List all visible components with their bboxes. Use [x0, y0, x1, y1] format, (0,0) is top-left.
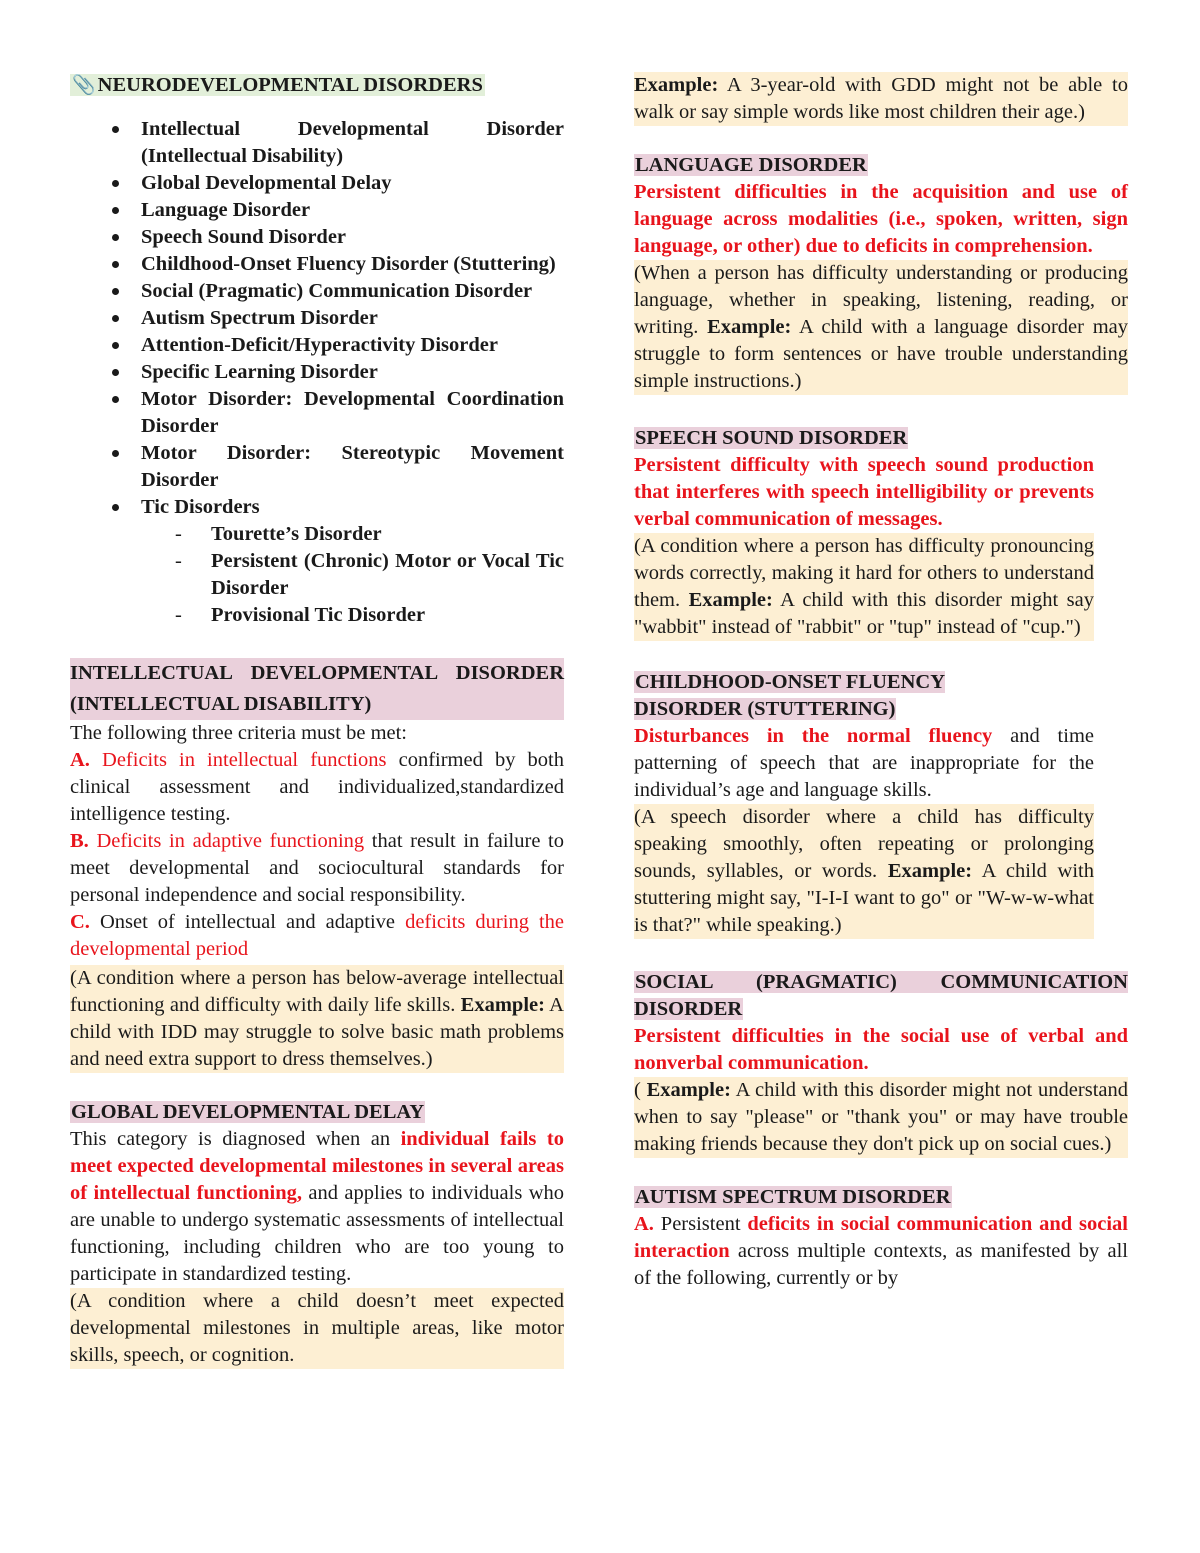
left-column: [70, 70, 564, 1369]
list-item: Intellectual Developmental Disorder (Intellectual Disability): [70, 116, 564, 170]
list-item: Autism Spectrum Disorder: [70, 305, 564, 332]
list-item: Tic Disorders: [70, 494, 564, 521]
autism-criterion-a: A. Persistent deficits in social communication and social interaction across multiple contexts, as manifested by all of the following, currently or by: [634, 1213, 1128, 1289]
idd-criterion-c: C. Onset of intellectual and adaptive deficits during the developmental period: [70, 911, 565, 960]
list-item: Attention-Deficit/Hyperactivity Disorder: [70, 332, 564, 359]
list-item: Childhood-Onset Fluency Disorder (Stuttering): [70, 251, 564, 278]
gdd-section: [70, 1099, 564, 1369]
right-column: [634, 72, 1128, 1292]
social-heading: SOCIAL (PRAGMATIC) COMMUNICATION DISORDER: [634, 971, 1128, 1020]
social-section: [634, 969, 1128, 1158]
social-criteria: Persistent difficulties in the social use of verbal and nonverbal communication.: [634, 1025, 1128, 1074]
sub-list-item: - Tourette’s Disorder: [70, 521, 564, 548]
gdd-note-continued: Example: A 3-year-old with GDD might not be able to walk or say simple words like most children their age.): [634, 72, 1128, 126]
gdd-note-start: (A condition where a child doesn’t meet expected developmental milestones in multiple areas, like motor skills, speech, or cognition.: [70, 1288, 564, 1369]
tic-subtype-list: [70, 521, 564, 629]
idd-heading: INTELLECTUAL DEVELOPMENTAL DISORDER (INTELLECTUAL DISABILITY): [70, 658, 564, 720]
paperclip-icon: 📎: [72, 75, 96, 96]
idd-note: (A condition where a person has below-average intellectual functioning and difficulty with daily life skills. Example: A child with IDD may struggle to solve basic math problems and need extra support to dress themselves.): [70, 965, 564, 1073]
sub-list-item: - Persistent (Chronic) Motor or Vocal Tic Disorder: [70, 548, 564, 602]
fluency-criteria: Disturbances in the normal fluency and time patterning of speech that are inappropriate for the individual’s age and language skills.: [634, 725, 1094, 801]
autism-heading: AUTISM SPECTRUM DISORDER: [635, 1186, 951, 1208]
idd-criterion-b: B. Deficits in adaptive functioning that result in failure to meet developmental and sociocultural standards for personal independence and social responsibility.: [70, 830, 565, 906]
fluency-heading: CHILDHOOD-ONSET FLUENCY DISORDER (STUTTERING): [634, 671, 946, 720]
language-section: [634, 152, 1128, 395]
autism-section: [634, 1184, 1128, 1292]
idd-section: [70, 658, 564, 1073]
list-item: Language Disorder: [70, 197, 564, 224]
list-item: Social (Pragmatic) Communication Disorder: [70, 278, 564, 305]
list-item: Motor Disorder: Developmental Coordination Disorder: [70, 386, 564, 440]
gdd-heading: GLOBAL DEVELOPMENTAL DELAY: [71, 1101, 425, 1123]
main-title-line: [70, 70, 564, 100]
language-note: (When a person has difficulty understanding or producing language, whether in speaking, listening, reading, or writing. Example: A child with a language disorder may struggle to form sentences or have trouble understanding simple instructions.): [634, 260, 1128, 395]
speech-note: (A condition where a person has difficulty pronouncing words correctly, making it hard for others to understand them. Example: A child with this disorder might say "wabbit" instead of "rabbit" or "tup" instead of "cup."): [634, 533, 1094, 641]
fluency-section: [634, 669, 1094, 939]
language-heading: LANGUAGE DISORDER: [635, 154, 867, 176]
speech-heading: SPEECH SOUND DISORDER: [635, 427, 908, 449]
list-item: Motor Disorder: Stereotypic Movement Disorder: [70, 440, 564, 494]
list-item: Specific Learning Disorder: [70, 359, 564, 386]
sub-list-item: - Provisional Tic Disorder: [70, 602, 564, 629]
gdd-criteria: This category is diagnosed when an individual fails to meet expected developmental milestones in several areas of intellectual functioning, and applies to individuals who are unable to undergo systematic assessments of intellectual functioning, including children who are too young to participate in standardized testing.: [70, 1128, 564, 1285]
speech-section: [634, 425, 1094, 641]
idd-intro: The following three criteria must be met:: [70, 722, 407, 744]
list-item: Speech Sound Disorder: [70, 224, 564, 251]
idd-criterion-a: A. Deficits in intellectual functions confirmed by both clinical assessment and individualized,standardized intelligence testing.: [70, 749, 564, 825]
speech-criteria: Persistent difficulty with speech sound production that interferes with speech intelligibility or prevents verbal communication of messages.: [634, 454, 1094, 530]
list-item: Global Developmental Delay: [70, 170, 564, 197]
fluency-note: (A speech disorder where a child has difficulty speaking smoothly, often repeating or prolonging sounds, syllables, or words. Example: A child with stuttering might say, "I-I-I want to go" or "W-w-w-what is that?" while speaking.): [634, 804, 1094, 939]
disorder-list: [70, 116, 564, 521]
main-title: 📎NEURODEVELOPMENTAL DISORDERS: [72, 74, 483, 96]
language-criteria: Persistent difficulties in the acquisition and use of language across modalities (i.e., spoken, written, sign language, or other) due to deficits in comprehension.: [634, 181, 1128, 257]
social-note: ( Example: A child with this disorder might not understand when to say "please" or "thank you" or may have trouble making friends because they don't pick up on social cues.): [634, 1077, 1128, 1158]
